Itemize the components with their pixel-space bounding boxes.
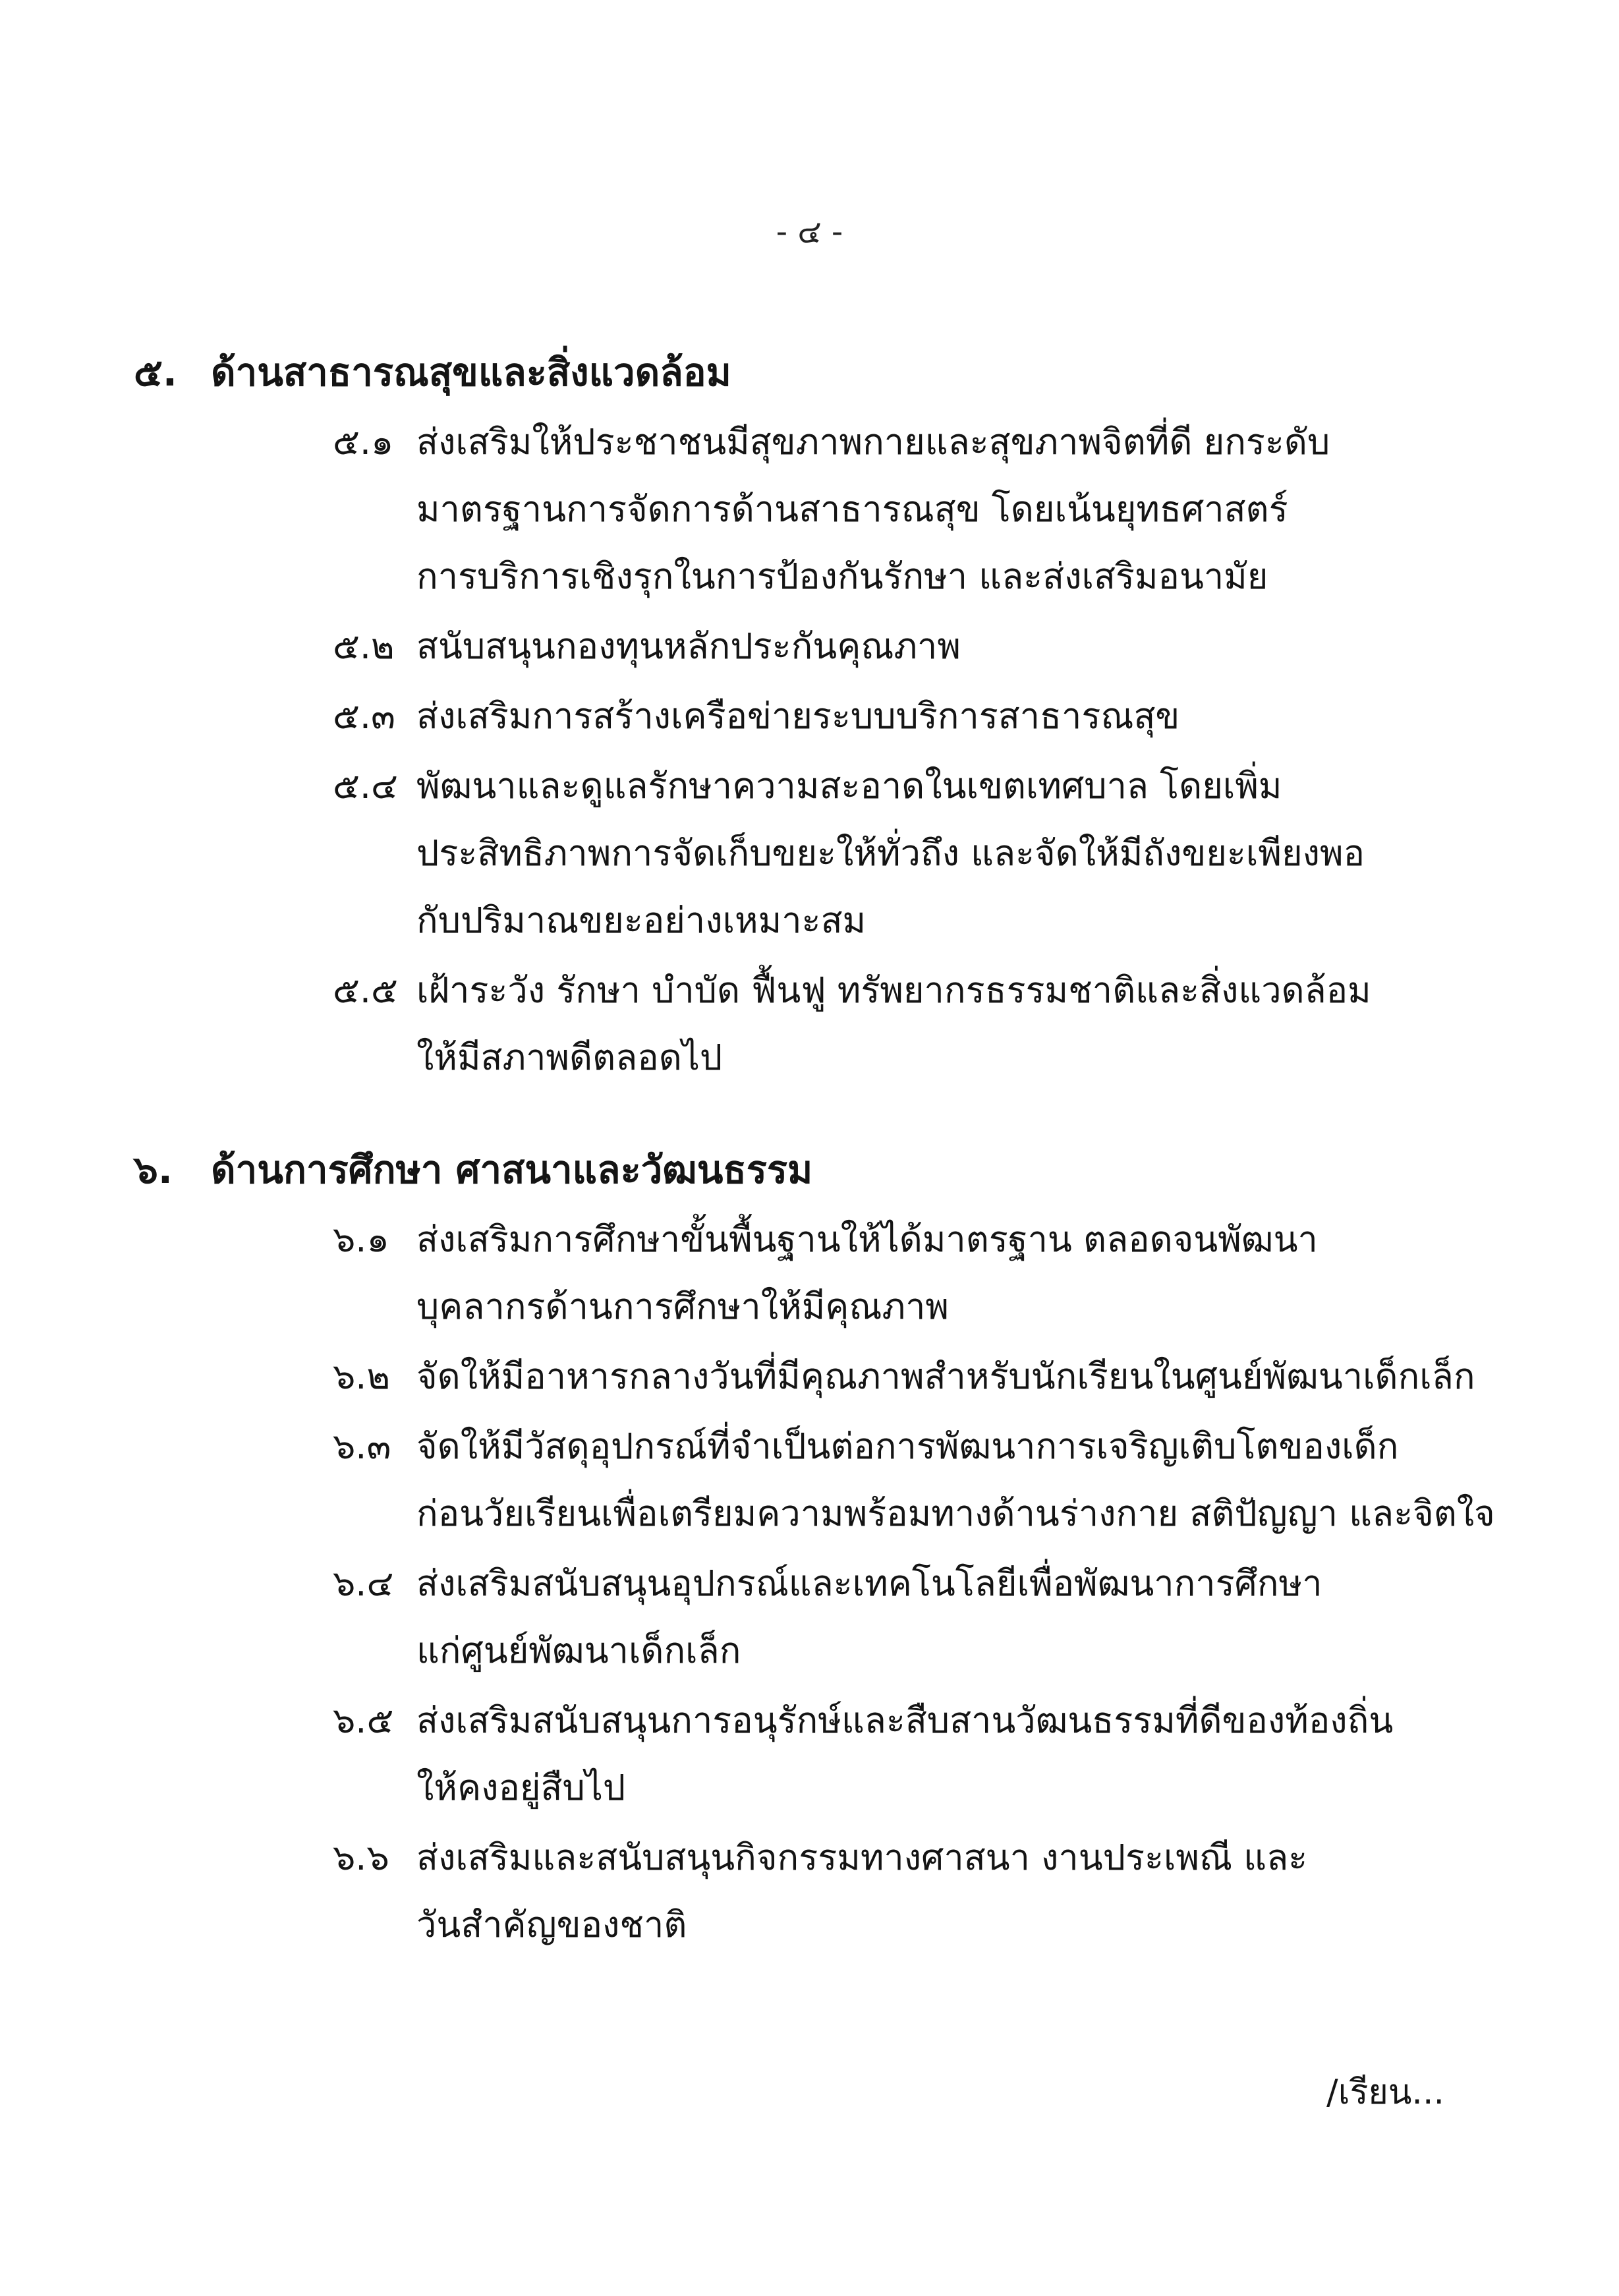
list-item	[0, 683, 1619, 750]
list-item	[0, 1550, 1619, 1684]
item-line: ส่งเสริมการศึกษาขั้นพื้นฐานให้ได้มาตรฐาน ตลอดจนพัฒนา	[416, 1219, 1318, 1260]
item-line: ให้คงอยู่สืบไป	[416, 1767, 626, 1808]
item-line: การบริการเชิงรุกในการป้องกันรักษา และส่งเสริมอนามัย	[416, 556, 1268, 597]
item-line: ส่งเสริมการสร้างเครือข่ายระบบบริการสาธารณสุข	[416, 695, 1180, 737]
item-line: สนับสนุนกองทุนหลักประกันคุณภาพ	[416, 625, 961, 667]
item-number: ๖.๓	[333, 1425, 391, 1467]
item-number: ๖.๑	[333, 1219, 389, 1260]
item-number: ๕.๑	[333, 421, 394, 463]
section-title: ด้านสาธารณสุขและสิ่งแวดล้อม	[211, 350, 731, 395]
item-text	[416, 1687, 1444, 1822]
section-number: ๖.	[134, 1147, 173, 1192]
item-number: ๖.๔	[333, 1563, 394, 1604]
item-number: ๖.๖	[333, 1837, 389, 1878]
list-item	[0, 753, 1619, 954]
item-text	[416, 1550, 1444, 1684]
item-line: ส่งเสริมให้ประชาชนมีสุขภาพกายและสุขภาพจิตที่ดี ยกระดับ	[416, 421, 1330, 463]
item-number: ๕.๒	[333, 625, 395, 667]
section-heading	[0, 336, 1619, 409]
item-line: กับปริมาณขยะอย่างเหมาะสม	[416, 900, 866, 941]
list-item	[0, 1343, 1619, 1410]
item-text	[416, 409, 1444, 610]
item-text	[416, 1343, 1475, 1410]
item-number: ๕.๓	[333, 695, 395, 737]
item-line: ให้มีสภาพดีตลอดไป	[416, 1037, 723, 1078]
item-line: ส่งเสริมสนับสนุนการอนุรักษ์และสืบสานวัฒนธรรมที่ดีของท้องถิ่น	[416, 1700, 1394, 1741]
page-number: - ๔ -	[776, 214, 843, 250]
item-line: แก่ศูนย์พัฒนาเด็กเล็ก	[416, 1630, 741, 1671]
item-number: ๖.๕	[333, 1700, 394, 1741]
item-line: ส่งเสริมและสนับสนุนกิจกรรมทางศาสนา งานประเพณี และ	[416, 1837, 1308, 1878]
item-line: ประสิทธิภาพการจัดเก็บขยะให้ทั่วถึง และจัดให้มีถังขยะเพียงพอ	[416, 832, 1365, 874]
item-text	[416, 1413, 1495, 1547]
item-text	[416, 1206, 1444, 1340]
continuation-note: /เรียน...	[1326, 2073, 1444, 2112]
list-item	[0, 409, 1619, 610]
list-item	[0, 1413, 1619, 1547]
item-text	[416, 957, 1444, 1091]
item-number: ๖.๒	[333, 1356, 391, 1397]
item-line: มาตรฐานการจัดการด้านสาธารณสุข โดยเน้นยุทธศาสตร์	[416, 488, 1288, 530]
item-line: ก่อนวัยเรียนเพื่อเตรียมความพร้อมทางด้านร่างกาย สติปัญญา และจิตใจ	[416, 1493, 1495, 1534]
list-item	[0, 1687, 1619, 1822]
item-text	[416, 683, 1444, 750]
section-education-religion-culture	[0, 1134, 1619, 1961]
item-text	[416, 613, 1444, 680]
item-line: จัดให้มีอาหารกลางวันที่มีคุณภาพสำหรับนักเรียนในศูนย์พัฒนาเด็กเล็ก	[416, 1356, 1475, 1397]
item-number: ๕.๕	[333, 969, 398, 1011]
item-line: วันสำคัญของชาติ	[416, 1904, 687, 1945]
item-text	[416, 1824, 1444, 1959]
item-line: ส่งเสริมสนับสนุนอุปกรณ์และเทคโนโลยีเพื่อพัฒนาการศึกษา	[416, 1563, 1322, 1604]
section-title: ด้านการศึกษา ศาสนาและวัฒนธรรม	[211, 1147, 813, 1192]
section-public-health	[0, 336, 1619, 1094]
item-line: จัดให้มีวัสดุอุปกรณ์ที่จำเป็นต่อการพัฒนาการเจริญเติบโตของเด็ก	[416, 1425, 1399, 1467]
item-line: บุคลากรด้านการศึกษาให้มีคุณภาพ	[416, 1286, 950, 1327]
item-number: ๕.๔	[333, 765, 398, 807]
section-number: ๕.	[134, 350, 177, 395]
item-line: เฝ้าระวัง รักษา บำบัด ฟื้นฟู ทรัพยากรธรรมชาติและสิ่งแวดล้อม	[416, 969, 1371, 1011]
item-text	[416, 753, 1444, 954]
list-item	[0, 957, 1619, 1091]
list-item	[0, 613, 1619, 680]
list-item	[0, 1206, 1619, 1340]
list-item	[0, 1824, 1619, 1959]
item-line: พัฒนาและดูแลรักษาความสะอาดในเขตเทศบาล โดยเพิ่ม	[416, 765, 1282, 807]
section-heading	[0, 1134, 1619, 1206]
